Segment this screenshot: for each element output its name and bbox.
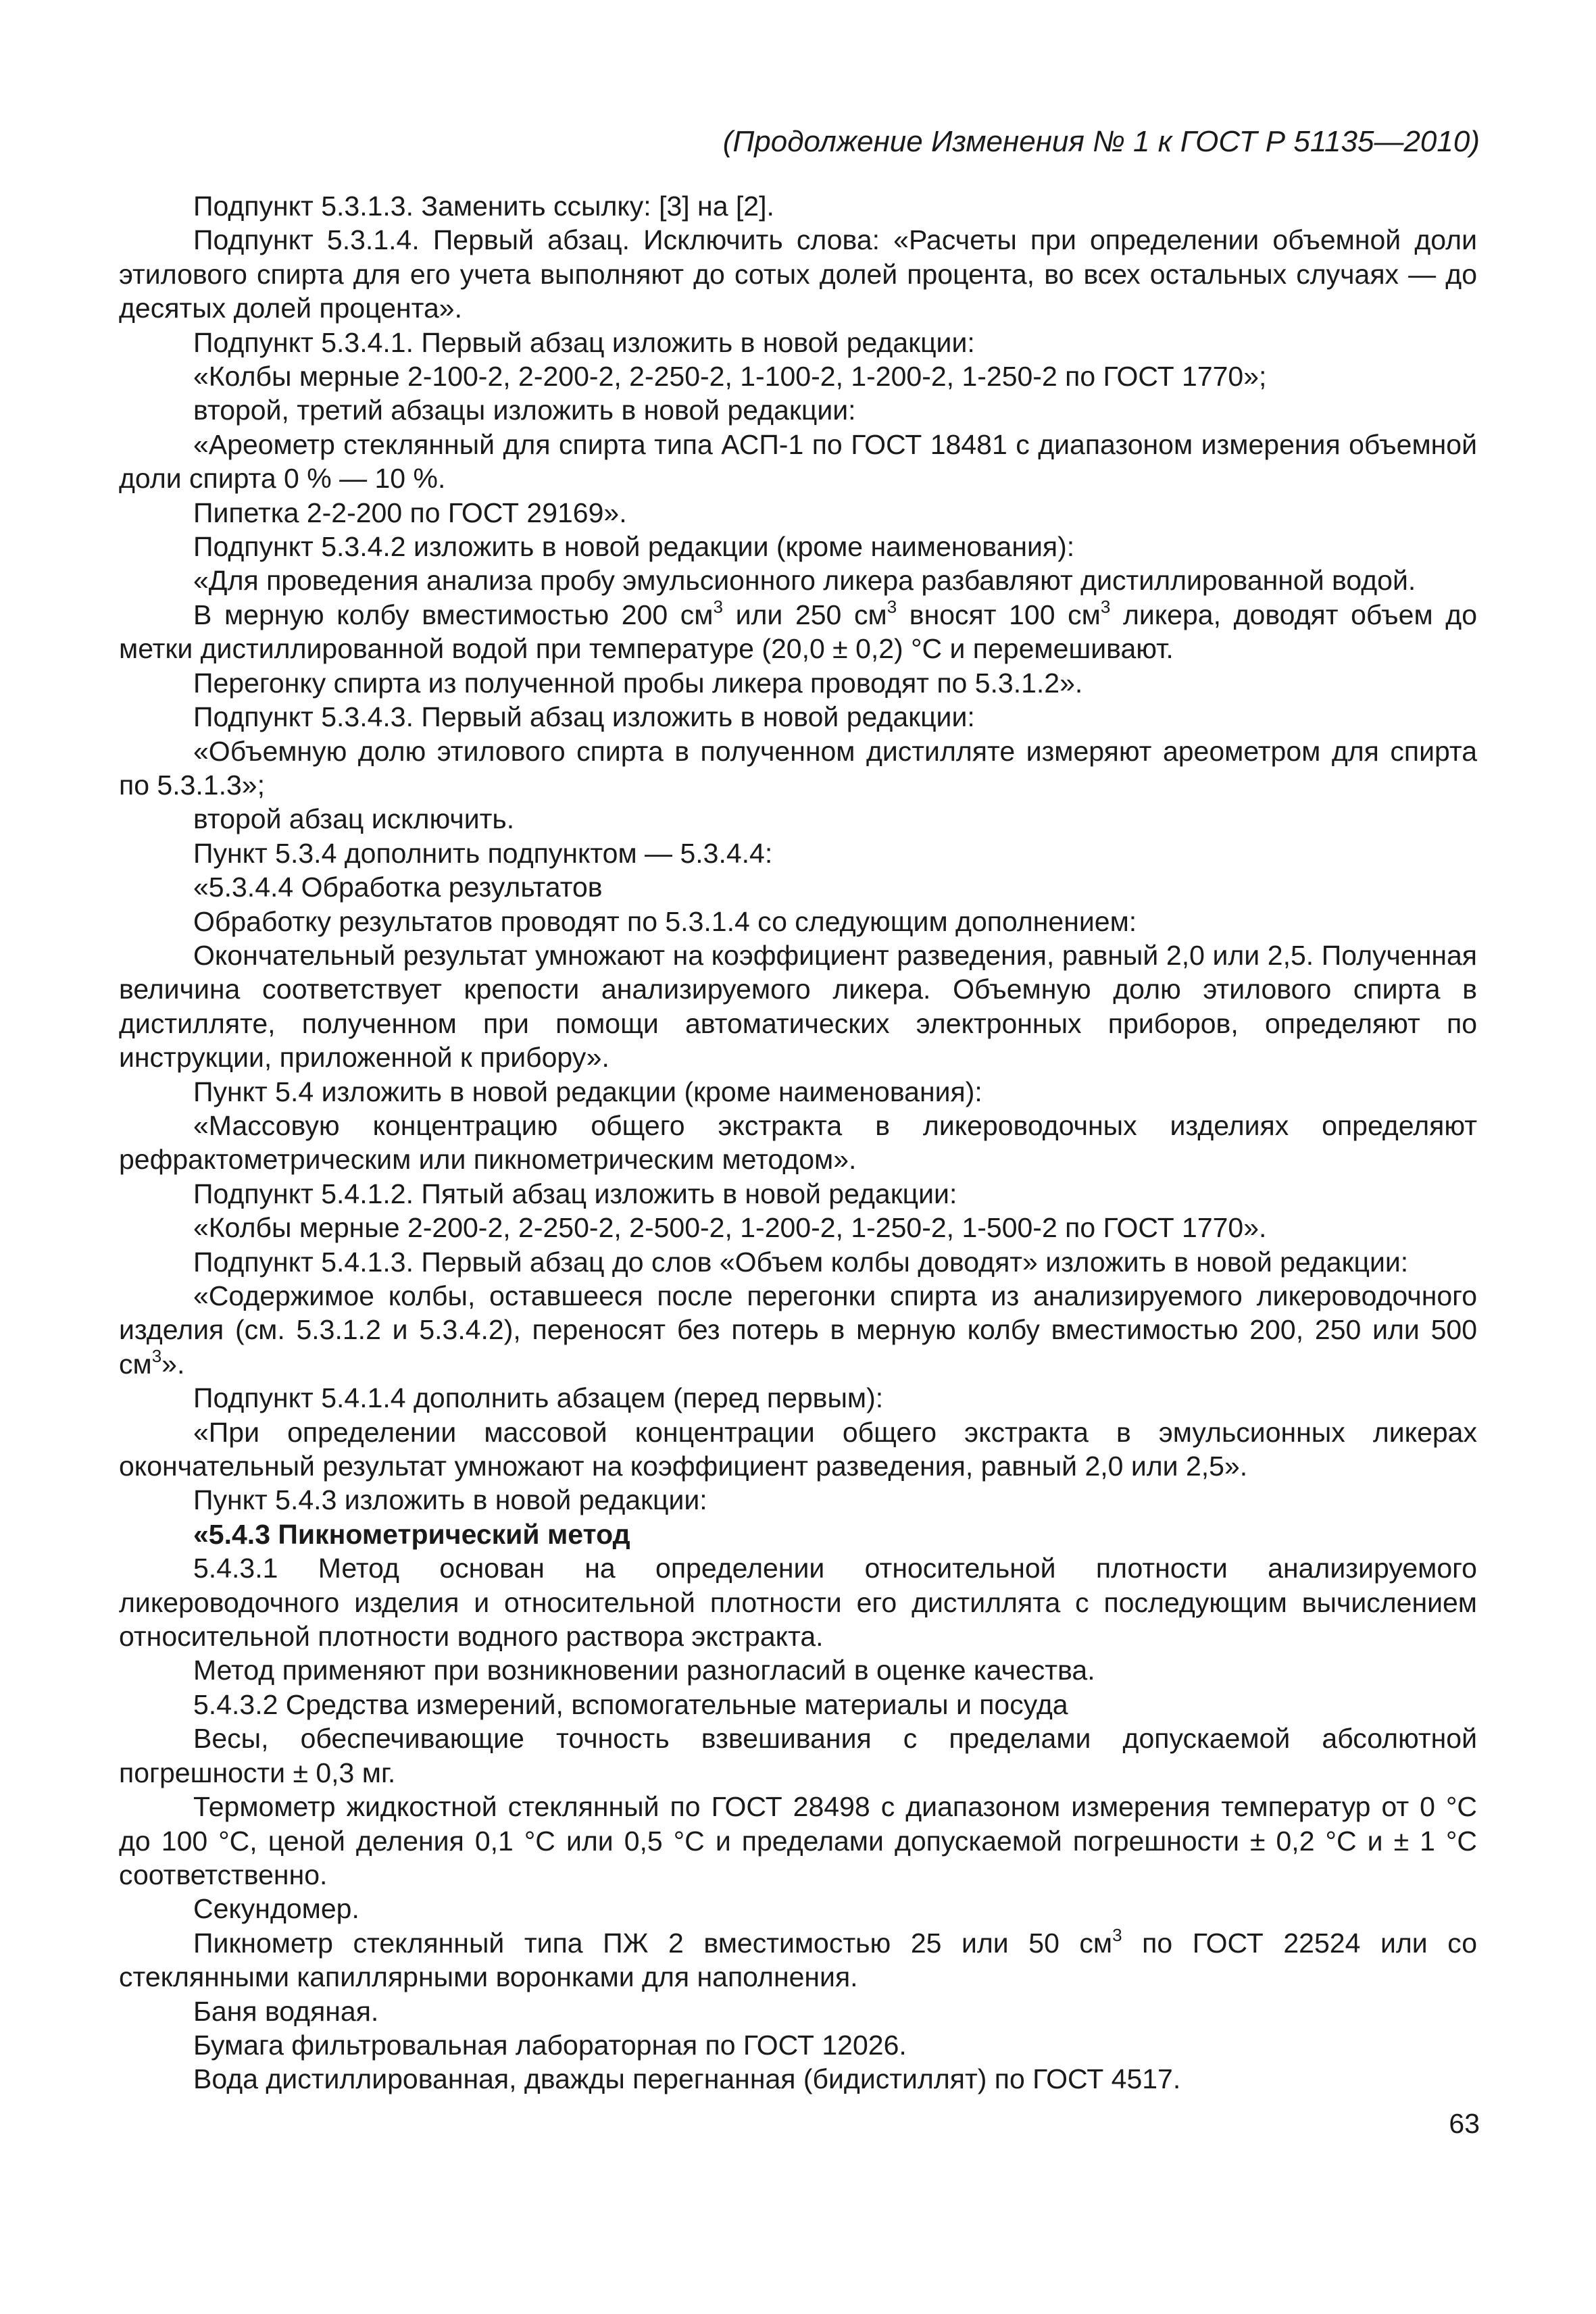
text-run: Пикнометр стеклянный типа ПЖ 2 вместимостью 25 или 50 см xyxy=(193,1927,1113,1959)
paragraph xyxy=(119,2062,1477,2096)
text-run: В мерную колбу вместимостью 200 см xyxy=(193,599,714,630)
paragraph xyxy=(119,2028,1477,2062)
paragraph xyxy=(119,1279,1477,1381)
paragraph xyxy=(119,359,1477,393)
text-run: «5.4.3 Пикнометрический метод xyxy=(193,1518,630,1550)
paragraph xyxy=(119,1892,1477,1926)
paragraph xyxy=(119,563,1477,597)
paragraph xyxy=(119,1721,1477,1790)
paragraph xyxy=(119,428,1477,496)
text-run: Подпункт 5.3.1.4. Первый абзац. Исключить слова: «Расчеты при определении объемной доли этилового спирта для его учета выполняют до сотых долей процента, во всех остальных случаях — до десятых долей процента». xyxy=(119,224,1477,324)
paragraph xyxy=(119,1653,1477,1687)
text-run: Подпункт 5.3.4.3. Первый абзац изложить в новой редакции: xyxy=(193,701,975,733)
paragraph xyxy=(119,938,1477,1075)
superscript: 3 xyxy=(151,1346,162,1367)
text-run: Подпункт 5.3.4.1. Первый абзац изложить в новой редакции: xyxy=(193,326,975,358)
text-run: Пипетка 2-2-200 по ГОСТ 29169». xyxy=(193,497,627,528)
text-run: Метод применяют при возникновении разногласий в оценке качества. xyxy=(193,1655,1095,1686)
text-run: «Массовую концентрацию общего экстракта в ликероводочных изделиях определяют рефрактометрическим или пикнометрическим методом». xyxy=(119,1109,1477,1176)
text-run: Секундомер. xyxy=(193,1893,359,1925)
paragraph xyxy=(119,1483,1477,1517)
page-number: 63 xyxy=(1449,2108,1480,2139)
text-run: Перегонку спирта из полученной пробы ликера проводят по 5.3.1.2». xyxy=(193,667,1083,699)
text-run: или 250 см xyxy=(722,599,887,630)
text-run: Термометр жидкостной стеклянный по ГОСТ 28498 с диапазоном измерения температур от 0 °С до 100 °С, ценой деления 0,1 °С или 0,5 °С и пределами допускаемой погрешности ± 0,2 °С и ± 1 °С соответственно. xyxy=(119,1791,1477,1890)
paragraph xyxy=(119,326,1477,359)
text-run: вносят 100 см xyxy=(897,599,1101,630)
text-run: «Колбы мерные 2-100-2, 2-200-2, 2-250-2, 1-100-2, 1-200-2, 1-250-2 по ГОСТ 1770»; xyxy=(193,361,1267,393)
paragraph xyxy=(119,530,1477,563)
text-run: «При определении массовой концентрации общего экстракта в эмульсионных ликерах окончательный результат умножают на коэффициент разведения, равный 2,0 или 2,5». xyxy=(119,1416,1477,1482)
paragraph xyxy=(119,905,1477,938)
paragraph xyxy=(119,1926,1477,1994)
superscript: 3 xyxy=(1112,1925,1122,1946)
text-run: 5.4.3.1 Метод основан на определении относительной плотности анализируемого ликероводочного изделия и относительной плотности его дистиллята с последующим вычислением относительной плотности водного раствора экстракта. xyxy=(119,1553,1477,1653)
body-text xyxy=(119,189,1477,2096)
paragraph xyxy=(119,870,1477,904)
text-run: «Для проведения анализа пробу эмульсионного ликера разбавляют дистиллированной водой. xyxy=(193,565,1416,597)
paragraph xyxy=(119,223,1477,325)
text-run: «Ареометр стеклянный для спирта типа АСП-1 по ГОСТ 18481 с диапазоном измерения объемной доли спирта 0 % — 10 %. xyxy=(119,428,1477,495)
paragraph xyxy=(119,1211,1477,1244)
paragraph xyxy=(119,1688,1477,1721)
text-run: Подпункт 5.3.4.2 изложить в новой редакции (кроме наименования): xyxy=(193,531,1075,563)
paragraph xyxy=(119,1415,1477,1484)
text-run: Баня водяная. xyxy=(193,1995,379,2027)
paragraph xyxy=(119,1075,1477,1109)
text-run: Подпункт 5.4.1.4 дополнить абзацем (перед первым): xyxy=(193,1382,884,1414)
text-run: Пункт 5.4.3 изложить в новой редакции: xyxy=(193,1484,707,1516)
text-run: Окончательный результат умножают на коэффициент разведения, равный 2,0 или 2,5. Полученная величина соответствует крепости анализируемого ликера. Объемную долю этилового спирта в дистилляте, полученном при помощи автоматических электронных приборов, определяют по инструкции, приложенной к прибору». xyxy=(119,939,1477,1074)
paragraph xyxy=(119,1381,1477,1415)
text-run: по ГОСТ 22524 или со стеклянными капиллярными воронками для наполнения. xyxy=(119,1927,1477,1993)
text-run: «Объемную долю этилового спирта в полученном дистилляте измеряют ареометром для спирта по 5.3.1.3»; xyxy=(119,735,1477,801)
superscript: 3 xyxy=(887,597,897,618)
text-run: Обработку результатов проводят по 5.3.1.4 со следующим дополнением: xyxy=(193,905,1137,937)
text-run: Подпункт 5.4.1.2. Пятый абзац изложить в новой редакции: xyxy=(193,1178,957,1209)
superscript: 3 xyxy=(713,597,723,618)
paragraph xyxy=(119,598,1477,666)
text-run: Подпункт 5.3.1.3. Заменить ссылку: [3] на [2]. xyxy=(193,191,774,222)
paragraph xyxy=(119,1994,1477,2028)
text-run: Пункт 5.4 изложить в новой редакции (кроме наименования): xyxy=(193,1076,982,1107)
text-run: Подпункт 5.4.1.3. Первый абзац до слов «Объем колбы доводят» изложить в новой редакции: xyxy=(193,1246,1409,1278)
running-header: (Продолжение Изменения № 1 к ГОСТ Р 51135—2010) xyxy=(722,125,1480,158)
text-run: второй, третий абзацы изложить в новой редакции: xyxy=(193,395,856,426)
text-run: второй абзац исключить. xyxy=(193,803,515,835)
paragraph xyxy=(119,1177,1477,1211)
text-run: «Содержимое колбы, оставшееся после перегонки спирта из анализируемого ликероводочного изделия (см. 5.3.1.2 и 5.3.4.2), переносят без потерь в мерную колбу вместимостью 200, 250 или 500 см xyxy=(119,1280,1477,1380)
paragraph xyxy=(119,1245,1477,1279)
paragraph xyxy=(119,836,1477,870)
text-run: Пункт 5.3.4 дополнить подпунктом — 5.3.4.4: xyxy=(193,837,773,869)
text-run: Бумага фильтровальная лабораторная по ГОСТ 12026. xyxy=(193,2029,907,2061)
paragraph xyxy=(119,189,1477,223)
text-run: ликера, доводят объем до метки дистиллированной водой при температуре (20,0 ± 0,2) °С и перемешивают. xyxy=(119,599,1478,665)
paragraph xyxy=(119,1551,1477,1653)
text-run: ». xyxy=(161,1348,185,1380)
text-run: Вода дистиллированная, дважды перегнанная (бидистиллят) по ГОСТ 4517. xyxy=(193,2063,1181,2095)
text-run: Весы, обеспечивающие точность взвешивания с пределами допускаемой абсолютной погрешности ± 0,3 мг. xyxy=(119,1723,1477,1788)
paragraph xyxy=(119,1109,1477,1177)
text-run: «Колбы мерные 2-200-2, 2-250-2, 2-500-2, 1-200-2, 1-250-2, 1-500-2 по ГОСТ 1770». xyxy=(193,1212,1267,1244)
paragraph xyxy=(119,666,1477,700)
section-heading xyxy=(119,1517,1477,1551)
paragraph xyxy=(119,496,1477,530)
text-run: «5.3.4.4 Обработка результатов xyxy=(193,872,603,903)
paragraph xyxy=(119,734,1477,803)
superscript: 3 xyxy=(1100,597,1111,618)
paragraph xyxy=(119,700,1477,734)
paragraph xyxy=(119,393,1477,427)
paragraph xyxy=(119,802,1477,836)
paragraph xyxy=(119,1790,1477,1892)
text-run: 5.4.3.2 Средства измерений, вспомогательные материалы и посуда xyxy=(193,1688,1068,1720)
